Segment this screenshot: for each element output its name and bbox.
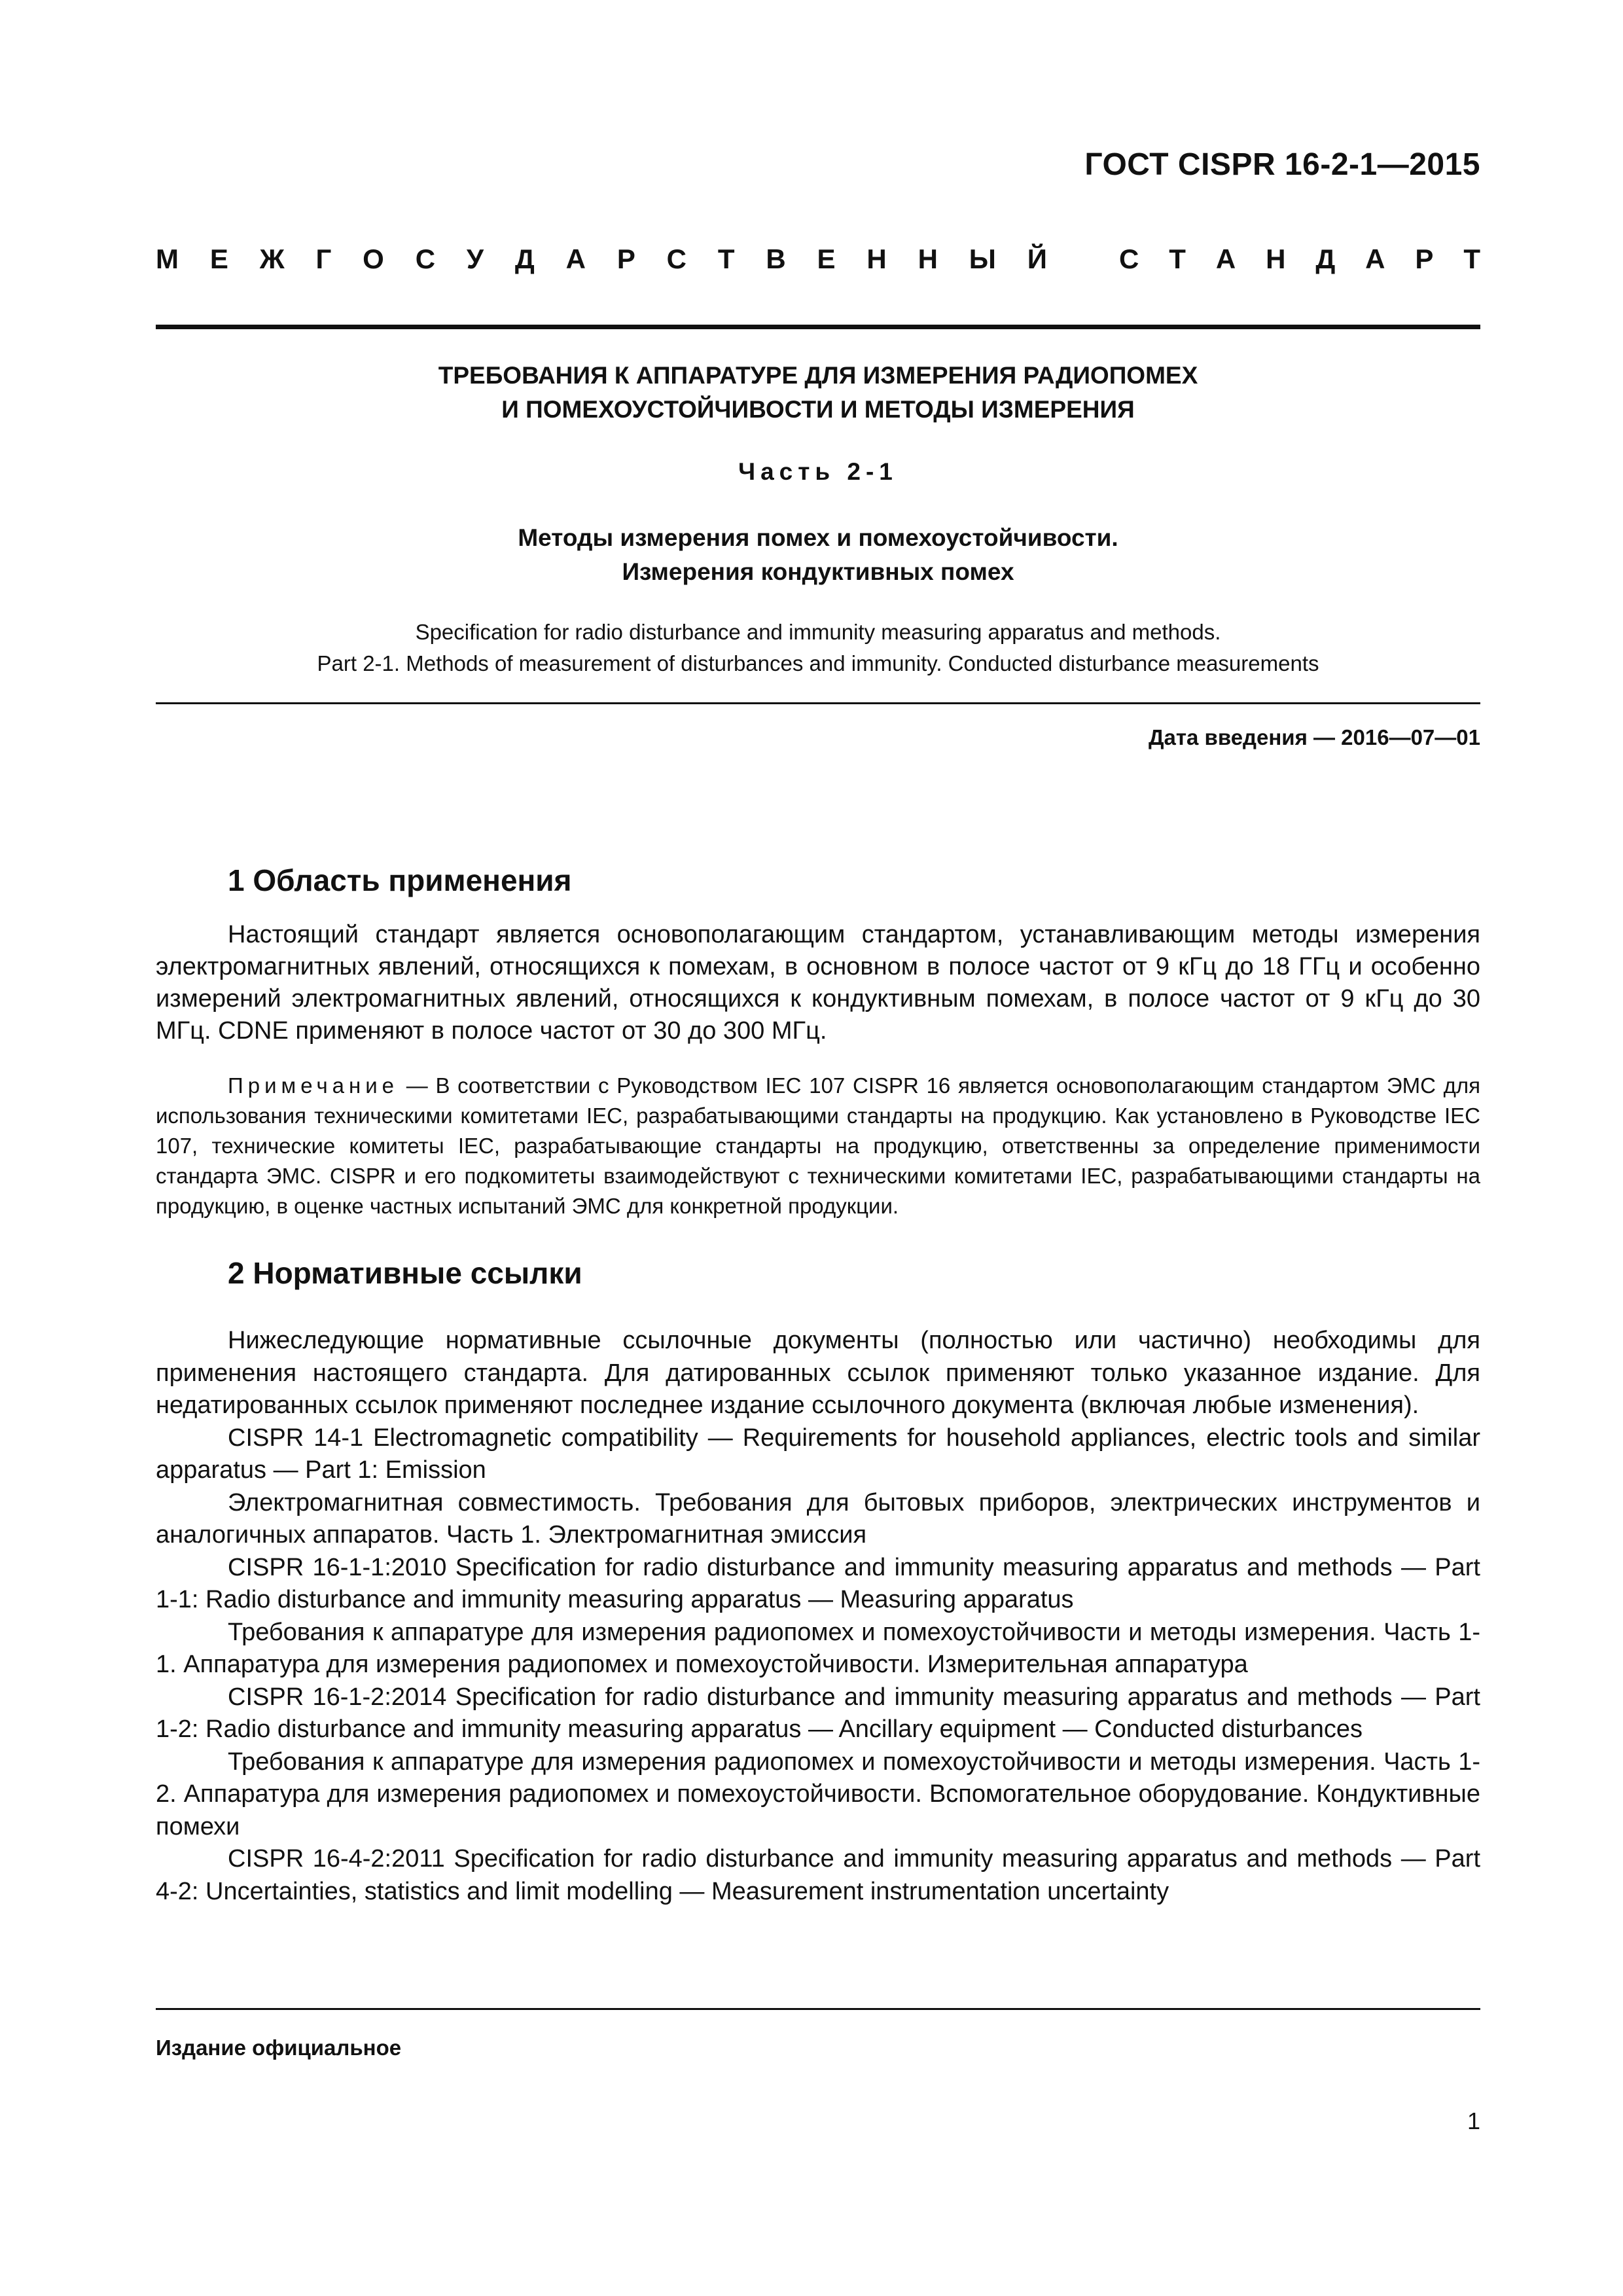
- page-number: 1: [1467, 2108, 1480, 2134]
- part-number: Часть 2-1: [738, 458, 898, 485]
- interstate-standard-banner: [156, 243, 1480, 275]
- section-1-paragraph: Настоящий стандарт является основополагающим стандартом, устанавливающим методы измерения электромагнитных явлений, относящихся к помехам, в основном в полосе частот от 9 кГц до 18 ГГц и особенно измерений электромагнитных явлений, относящихся к кондуктивным помехам, в полосе частот от 9 кГц до 30 МГц. CDNE применяют в полосе частот от 30 до 300 МГц.: [156, 921, 1480, 1045]
- banner-letter: С: [415, 243, 436, 274]
- english-title-line-2: Part 2-1. Methods of measurement of disturbances and immunity. Conducted disturbance measurements: [317, 651, 1319, 675]
- section-1-note: [156, 1071, 1480, 1221]
- banner-letter: У: [466, 243, 484, 274]
- section-1-heading: 1 Область применения: [228, 863, 572, 897]
- reference-item: Требования к аппаратуре для измерения радиопомех и помехоустойчивости и методы измерения. Часть 1-1. Аппаратура для измерения радиопомех и помехоустойчивости. Измерительная аппаратура: [156, 1618, 1480, 1678]
- banner-letter: Т: [1463, 243, 1480, 274]
- banner-letter: А: [565, 243, 586, 274]
- reference-item: CISPR 16-1-1:2010 Specification for radio disturbance and immunity measuring apparatus and methods — Part 1-1: Radio disturbance and immunity measuring apparatus — Measuring apparatus: [156, 1553, 1480, 1613]
- references-intro: Нижеследующие нормативные ссылочные документы (полностью или частично) необходимы для применения настоящего стандарта. Для датированных ссылок применяют только указанное издание. Для недатированных ссылок применяют последнее издание ссылочного документа (включая любые изменения).: [156, 1327, 1480, 1419]
- section-2-heading: 2 Нормативные ссылки: [228, 1256, 582, 1290]
- banner-letter: С: [666, 243, 687, 274]
- banner-letter: Е: [209, 243, 228, 274]
- document-subtitle: [156, 521, 1480, 589]
- document-code: ГОСТ CISPR 16-2-1—2015: [1084, 147, 1480, 182]
- banner-letter: А: [1365, 243, 1385, 274]
- banner-letter: Г: [315, 243, 332, 274]
- note-label: Примечание: [228, 1073, 399, 1098]
- banner-letter: Ж: [259, 243, 285, 274]
- banner-letter: Т: [1169, 243, 1186, 274]
- title-line-2: И ПОМЕХОУСТОЙЧИВОСТИ И МЕТОДЫ ИЗМЕРЕНИЯ: [501, 396, 1135, 423]
- banner-letter: Н: [918, 243, 938, 274]
- banner-word-interstate: [156, 243, 1047, 275]
- subtitle-line-2: Измерения кондуктивных помех: [622, 558, 1014, 585]
- banner-letter: В: [766, 243, 786, 274]
- introduction-date: Дата введения — 2016—07—01: [1149, 725, 1480, 749]
- banner-letter: Т: [717, 243, 735, 274]
- banner-letter: Н: [1266, 243, 1286, 274]
- banner-letter: Р: [1415, 243, 1434, 274]
- banner-word-standard: [1119, 243, 1480, 275]
- banner-letter: М: [156, 243, 179, 274]
- title-divider: [156, 702, 1480, 704]
- reference-item: CISPR 16-4-2:2011 Specification for radio disturbance and immunity measuring apparatus and methods — Part 4-2: Uncertainties, statistics and limit modelling — Measurement instrumentation uncertainty: [156, 1845, 1480, 1905]
- subtitle-line-1: Методы измерения помех и помехоустойчивости.: [518, 524, 1118, 551]
- reference-item: CISPR 16-1-2:2014 Specification for radio disturbance and immunity measuring apparatus and methods — Part 1-2: Radio disturbance and immunity measuring apparatus — Ancillary equipment — Conducted disturbances: [156, 1683, 1480, 1743]
- banner-letter: О: [363, 243, 384, 274]
- reference-item: CISPR 14-1 Electromagnetic compatibility — Requirements for household appliances, electric tools and similar apparatus — Part 1: Emission: [156, 1424, 1480, 1484]
- reference-item: Электромагнитная совместимость. Требования для бытовых приборов, электрических инструментов и аналогичных аппаратов. Часть 1. Электромагнитная эмиссия: [156, 1488, 1480, 1549]
- official-edition-label: Издание официальное: [156, 2036, 402, 2060]
- normative-references: [156, 1325, 1480, 1908]
- banner-letter: Д: [514, 243, 535, 274]
- title-line-1: ТРЕБОВАНИЯ К АППАРАТУРЕ ДЛЯ ИЗМЕРЕНИЯ РАДИОПОМЕХ: [438, 362, 1198, 389]
- document-title: [156, 359, 1480, 427]
- banner-letter: Н: [866, 243, 887, 274]
- banner-letter: С: [1119, 243, 1139, 274]
- banner-letter: Д: [1315, 243, 1336, 274]
- banner-letter: Е: [817, 243, 836, 274]
- english-title: [156, 617, 1480, 679]
- note-text: — В соответствии с Руководством IEC 107 CISPR 16 является основополагающим стандартом ЭМС для использования техническими комитетами IEC, разрабатывающими стандарты на продукцию. Как установлено в Руководстве IEC 107, технические комитеты IEC, разрабатывающие стандарты на продукцию, ответственны за определение применимости стандарта ЭМС. CISPR и его подкомитеты взаимодействуют с техническими комитетами IEC, разрабатывающими стандарты на продукцию, в оценке частных испытаний ЭМС для конкретной продукции.: [156, 1073, 1480, 1218]
- banner-letter: А: [1215, 243, 1236, 274]
- english-title-line-1: Specification for radio disturbance and immunity measuring apparatus and methods.: [415, 620, 1221, 644]
- banner-letter: Й: [1027, 243, 1047, 274]
- header-divider: [156, 325, 1480, 329]
- reference-item: Требования к аппаратуре для измерения радиопомех и помехоустойчивости и методы измерения. Часть 1-2. Аппаратура для измерения радиопомех и помехоустойчивости. Вспомогательное оборудование. Кондуктивные помехи: [156, 1748, 1480, 1840]
- footer-divider: [156, 2008, 1480, 2010]
- banner-letter: Ы: [969, 243, 996, 274]
- banner-letter: Р: [616, 243, 635, 274]
